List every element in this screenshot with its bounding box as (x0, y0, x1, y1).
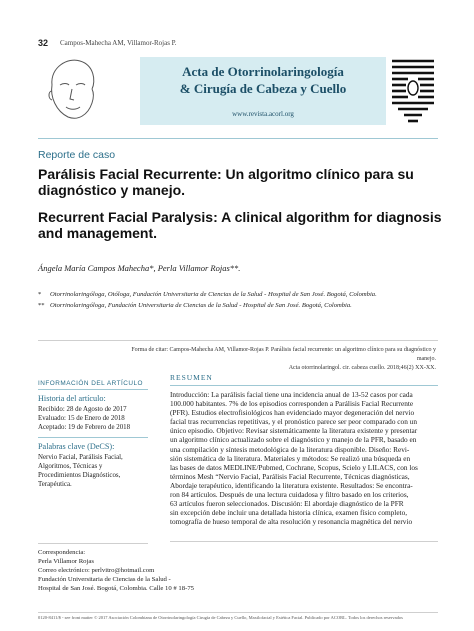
abstract-divider (170, 385, 438, 386)
running-header: Campos-Mahecha AM, Villamor-Rojas P. (60, 39, 177, 47)
copyright-footer: 0120-8411/$ - see front matter © 2017 Asociación Colombiana de Otorrinolaringología Cirugía de Cabeza y Cuello, Maxilofacial y Estética Facial. Publicado por ACORL. Todos los derechos reservados (38, 615, 403, 620)
abstract-line: facial tras recurrencias repetitivas, y el pronóstico parece ser peor comparado con un (170, 417, 417, 427)
abstract-line: un algoritmo clínico actualizado sobre el diagnóstico y manejo de la PFR, basado en (170, 435, 417, 445)
citation-box (130, 346, 436, 373)
header-divider (38, 138, 438, 139)
authors: Ángela María Campos Mahecha*, Perla Villamor Rojas**. (38, 263, 241, 273)
affiliation-marker: ** (38, 302, 45, 309)
abstract-heading: RESUMEN (170, 373, 213, 382)
abstract-text (170, 390, 438, 526)
abstract-line: tomografía de hueso temporal de alta resolución y resonancia magnética del nervio (170, 517, 413, 527)
citation-line: Forma de citar: Campos-Mahecha AM, Villamor-Rojas P. Parálisis facial recurrente: un algoritmo clínico para su diagnóstico y manejo. (131, 347, 436, 362)
abstract-line: 63 artículos fueron seleccionados. Discusión: El abordaje diagnóstico de la PFR (170, 499, 404, 509)
affiliation (38, 291, 438, 298)
article-info-heading: INFORMACIÓN DEL ARTÍCULO (38, 380, 144, 387)
abstract-line: (PFR). Estudios electrofisiológicos han evidenciado mayor degeneración del nervio (170, 408, 415, 418)
journal-url[interactable]: www.revista.acorl.org (232, 110, 294, 118)
history-received: Recibido: 28 de Agosto de 2017 (38, 406, 127, 413)
abstract-line: ron 84 artículos. Después de una lectura cuidadosa y filtro basado en los criterios, (170, 490, 409, 500)
journal-banner (140, 57, 386, 125)
keyword-line: Algoritmos, Técnicas y (38, 463, 103, 470)
abstract-bottom-divider (170, 541, 438, 542)
affiliation-text: Otorrinolaringóloga, Fundación Universitaria de Ciencias de la Salud - Hospital de San José. Bogotá, Colombia. (50, 302, 352, 309)
abstract-line: Abordaje terapéutico, identificando la literatura existente. Resultados: Se encontra- (170, 480, 413, 490)
affiliation (38, 302, 438, 309)
affiliation-text: Otorrinolaringóloga, Otóloga, Fundación Universitaria de Ciencias de la Salud - Hospital de San José. Bogotá, Colombia. (50, 291, 377, 298)
abstract-line: las bases de datos MEDLINE/Pubmed, Cochrane, Scopus, Scielo y LILACS, con los (170, 462, 418, 472)
correspondence-email[interactable]: Correo electrónico: perlvitro@hotmail.com (38, 567, 155, 574)
section-label: Reporte de caso (38, 149, 116, 161)
abstract-line: único episodio. Objetivo: Revisar sistemáticamente la literatura existente y presentar (170, 426, 418, 436)
history-evaluated: Evaluado: 15 de Enero de 2018 (38, 415, 125, 422)
correspondence-label: Correspondencia: (38, 549, 86, 556)
journal-subtitle: & Cirugía de Cabeza y Cuello (179, 81, 347, 96)
article-title-spanish: Parálisis Facial Recurrente: Un algoritmo clínico para su diagnóstico y manejo. (38, 166, 414, 198)
history-accepted: Aceptado: 19 de Febrero de 2018 (38, 424, 131, 431)
article-info-divider (38, 389, 148, 390)
history-heading: Historia del artículo: (38, 394, 106, 403)
keywords-divider (38, 437, 148, 438)
abstract-line: Introducción: La parálisis facial tiene una incidencia anual de 13-52 casos por cada (170, 390, 413, 399)
correspondence-institution: Fundación Universitaria de Ciencias de la Salud - (38, 576, 171, 583)
journal-logo (388, 55, 438, 127)
correspondence-divider (38, 543, 148, 544)
affiliation-marker: * (38, 291, 42, 298)
correspondence-address: Hospital de San José. Bogotá, Colombia. Calle 10 # 18-75 (38, 585, 195, 592)
keyword-line: Nervio Facial, Parálisis Facial, (38, 454, 123, 461)
abstract-line: sin excepción debe incluir una detallada historia clínica, examen físico completo, (170, 508, 408, 518)
citation-divider (38, 340, 438, 341)
journal-title: Acta de Otorrinolaringología (182, 64, 344, 79)
abstract-line: una compilación y síntesis metodológica de la literatura disponible. Diseño: Revi- (170, 444, 410, 454)
face-profile-illustration (38, 55, 106, 127)
keywords-heading: Palabras clave (DeCS): (38, 442, 115, 451)
abstract-line: términos Mesh “Nervio Facial, Parálisis Facial Recurrente, Técnicas diagnósticas, (170, 471, 410, 481)
correspondence-name: Perla Villamor Rojas (38, 558, 94, 565)
abstract-line: sión sistemática de la literatura. Materiales y métodos: Se realizó una búsqueda en (170, 453, 411, 463)
footer-divider (38, 612, 438, 613)
keyword-line: Procedimientos Diagnósticos, (38, 472, 121, 479)
article-title-english: Recurrent Facial Paralysis: A clinical algorithm for diagnosis and management. (38, 209, 442, 241)
citation-line: Acta otorrinolaringol. cir. cabeza cuello. 2018;46(2) XX-XX. (288, 365, 436, 371)
keyword-line: Terapéutica. (38, 481, 72, 488)
abstract-line: 100.000 habitantes. 7% de los episodios corresponden a Parálisis Facial Recurrente (170, 399, 414, 409)
page-number: 32 (38, 38, 49, 48)
